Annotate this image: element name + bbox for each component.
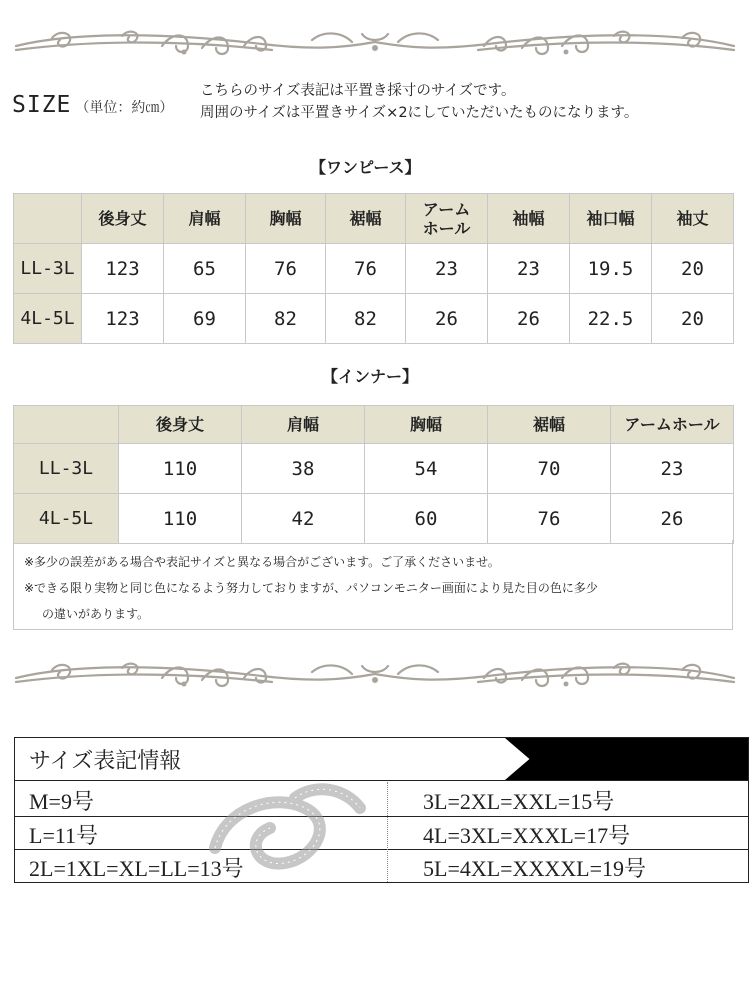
divider (15, 816, 749, 817)
size-mapping: M=9号 (29, 789, 94, 814)
size-mapping: L=11号 (29, 823, 99, 848)
column-divider (387, 782, 388, 883)
table-cell: 76 (246, 244, 326, 294)
table-cell: 26 (611, 494, 734, 544)
table-corner (14, 406, 119, 444)
unit-label: （単位：約㎝） (75, 100, 174, 116)
table-cell: 54 (365, 444, 488, 494)
table-row (14, 494, 734, 544)
size-header (12, 92, 173, 124)
divider (15, 780, 749, 781)
flourish-icon (12, 658, 738, 692)
size-mapping: 3L=2XL=XXL=15号 (423, 789, 615, 814)
disclaimer-line: ※できる限り実物と同じ色になるよう努力しておりますが、パソコンモニター画面により見た目の色に多少 (24, 581, 598, 595)
disclaimer-line: ※多少の誤差がある場合や表記サイズと異なる場合がございます。ご了承くださいませ。 (24, 555, 500, 569)
table-cell: 26 (488, 294, 570, 344)
table-row (14, 294, 734, 344)
measurement-notes (200, 80, 638, 124)
table-cell: 42 (242, 494, 365, 544)
table-cell: 82 (326, 294, 406, 344)
size-label: SIZE (12, 92, 72, 118)
size-info-header (15, 738, 749, 780)
col-header: アーム ホール (406, 194, 488, 244)
table-cell: 110 (119, 444, 242, 494)
table-cell: 123 (82, 244, 164, 294)
header-black-banner (505, 738, 749, 780)
top-ornament-divider (12, 26, 738, 60)
disclaimer-line: の違いがあります。 (42, 607, 150, 621)
table-cell: 110 (119, 494, 242, 544)
row-header: LL-3L (14, 444, 119, 494)
table-cell: 20 (652, 294, 734, 344)
col-header: 裾幅 (488, 406, 611, 444)
col-header: 後身丈 (82, 194, 164, 244)
table-cell: 65 (164, 244, 246, 294)
size-mapping: 4L=3XL=XXXL=17号 (423, 823, 631, 848)
table-row (14, 244, 734, 294)
table-cell: 23 (611, 444, 734, 494)
table-cell: 22.5 (570, 294, 652, 344)
table-cell: 38 (242, 444, 365, 494)
size-mapping: 5L=4XL=XXXXL=19号 (423, 856, 646, 881)
col-header: 裾幅 (326, 194, 406, 244)
table-cell: 20 (652, 244, 734, 294)
inner-title: 【インナー】 (322, 367, 419, 386)
table-corner (14, 194, 82, 244)
col-header: アームホール (611, 406, 734, 444)
table-cell: 26 (406, 294, 488, 344)
col-header: 胸幅 (365, 406, 488, 444)
disclaimer-box (13, 540, 733, 630)
note-line: 周囲のサイズは平置きサイズ×2にしていただいたものになります。 (200, 105, 639, 121)
col-header: 肩幅 (164, 194, 246, 244)
row-header: LL-3L (14, 244, 82, 294)
col-header: 袖口幅 (570, 194, 652, 244)
row-header: 4L-5L (14, 294, 82, 344)
onepiece-title: 【ワンピース】 (310, 158, 421, 177)
inner-size-table (13, 405, 734, 544)
table-cell: 70 (488, 444, 611, 494)
col-header: 袖幅 (488, 194, 570, 244)
flourish-icon (12, 26, 738, 60)
table-cell: 76 (488, 494, 611, 544)
table-cell: 82 (246, 294, 326, 344)
table-cell: 19.5 (570, 244, 652, 294)
col-header: 肩幅 (242, 406, 365, 444)
table-cell: 123 (82, 294, 164, 344)
size-info-panel (14, 737, 749, 883)
divider (15, 849, 749, 850)
row-header: 4L-5L (14, 494, 119, 544)
col-header: 後身丈 (119, 406, 242, 444)
note-line: こちらのサイズ表記は平置き採寸のサイズです。 (200, 83, 516, 99)
table-cell: 23 (488, 244, 570, 294)
table-cell: 60 (365, 494, 488, 544)
table-row (14, 444, 734, 494)
bottom-ornament-divider (12, 658, 738, 692)
table-cell: 23 (406, 244, 488, 294)
table-cell: 76 (326, 244, 406, 294)
size-mapping: 2L=1XL=XL=LL=13号 (29, 856, 244, 881)
col-header: 胸幅 (246, 194, 326, 244)
size-info-title: サイズ表記情報 (29, 749, 182, 774)
onepiece-size-table (13, 193, 734, 344)
col-header: 袖丈 (652, 194, 734, 244)
table-cell: 69 (164, 294, 246, 344)
